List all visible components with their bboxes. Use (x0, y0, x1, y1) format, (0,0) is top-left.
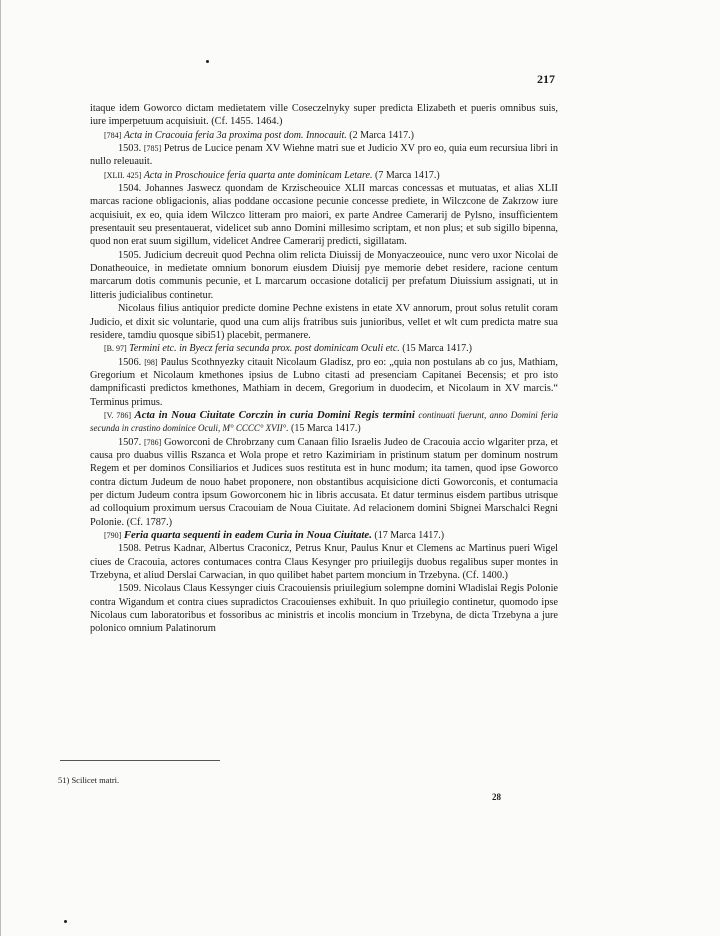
margin-ref: [98] (144, 357, 158, 367)
footnote: 51) Scilicet matri. (58, 775, 120, 785)
source-heading (90, 129, 558, 142)
entry-1505-continued: Nicolaus filius antiquior predicte domine Pechne existens in etate XV annorum, prout solus retulit coram Judicio, et dixit sic voluntarie, quod una cum alijs fratribus suis junioribus, vellet et wlt cum predicta matre sua residere, tamdiu quosque sibi51) placebit, permanere. (90, 303, 558, 341)
source-heading (90, 409, 558, 436)
main-text (90, 102, 558, 636)
source-heading (90, 169, 558, 182)
source-ref: [V. 786] (104, 410, 132, 420)
source-heading (90, 342, 558, 355)
entry-number: 1509. (118, 583, 142, 595)
source-title-bold: Acta in Noua Ciuitate Corczin in curia Domini Regis termini (134, 408, 415, 421)
source-ref: [784] (104, 130, 122, 140)
entry-1508 (90, 542, 558, 582)
source-ref: [XLII. 425] (104, 170, 142, 180)
continuation-paragraph: itaque idem Goworco dictam medietatem ville Coseczelnyky super predicta Elizabeth et pueris omnibus suis, iure imperpetuum acquisiuit. (Cf. 1455. 1464.) (90, 103, 558, 128)
scan-edge (0, 0, 1, 936)
source-date: (7 Marca 1417.) (375, 169, 440, 181)
entry-text: Nicolaus Claus Kessynger ciuis Cracouiensis priuilegium solempne domini Wladislai Regis Polonie contra Wigandum et contra ciues supradictos Cracouienses exhibuit. In quo priuilegio continetur, quomodo ipse Nicolaus cum laboratoribus et fossoribus ac ministris et incolis moncium in Trzebyna, de dicta Trzebyna a jure polonico omnium Palatinorum (90, 583, 559, 635)
entry-1507 (90, 436, 558, 529)
entry-1506 (90, 356, 558, 409)
source-text-small: continuati fuerunt, anno Domini feria secunda in crastino dominice Oculi, M° CCCC° XVII°. (90, 409, 558, 434)
source-date: (2 Marca 1417.) (349, 129, 414, 141)
entry-number: 1504. (118, 183, 142, 195)
page-number: 217 (537, 72, 555, 86)
entry-1503 (90, 142, 558, 169)
source-text: Acta in Cracouia feria 3a proxima post dom. Innocauit. (123, 129, 347, 141)
entry-number: 1505. (118, 249, 142, 261)
entry-text: Judicium decreuit quod Pechna olim relicta Diuissij de Monyaczeouice, nunc vero uxor Nicolai de Donatheouice, in medietate omnium bonorum eiusdem Diuisij pye memorie debet residere, racione centum marcarum dotis communis pecunie, et L marcarum occasione dotalicij per prefatum Diuissium assignati, ut in litteris judicialibus continetur. (90, 249, 558, 301)
source-title-bold: Feria quarta sequenti in eadem Curia in Noua Ciuitate. (123, 529, 372, 541)
source-date: (17 Marca 1417.) (374, 530, 445, 541)
entry-number: 1503. (118, 143, 142, 155)
entry-text: Johannes Jaswecz quondam de Krzischeouice XLII marcas concessas et mutuatas, et alias XLII marcas racione obligacionis, alias poddane occasione pecunie concesse prediete, in Wilczcone de Zakrzow iure acquisiuit, ex eo, quia idem Wilczco litteram pro maiori, ex parte Andree Camerarij de Pylsno, insufficientem presentauit seu presentauerat, videlicet sub anno Domini millesimo scriptam, et non plus; et sub sigillo bipenna, quod non erat suum sigillum, videlicet Andree Camerarij predicti, sigillatam. (90, 183, 558, 248)
source-ref: [B. 97] (104, 344, 127, 354)
entry-number: 1508. (118, 543, 142, 555)
source-heading (90, 529, 558, 542)
entry-text: Petrus de Lucice penam XV Wiehne matri sue et Judicio XV pro eo, quia eum recursiua libri in nullo releuauit. (90, 143, 559, 168)
entry-1509 (90, 582, 558, 635)
entry-number: 1506. (118, 356, 142, 368)
signature-mark: 28 (492, 792, 501, 802)
entry-number: 1507. (118, 436, 142, 448)
margin-ref: [785] (143, 144, 162, 154)
source-text: Termini etc. in Byecz feria secunda prox. post dominicam Oculi etc. (129, 343, 400, 355)
entry-text: Goworconi de Chrobrzany cum Canaan filio Israelis Judeo de Cracouia accio wlgariter przа, et causa pro duabus villis Rszanca et Wola prope et retro Kazimiriam in pristinum statum per dominum nostrum Regem et per dominos Consiliarios et Judices suos restituta est in hunc modum; ita tamen, quod ipse Goworco contra dictum Judeum de nouo habet proponere, non obstantibus acquisicione dicti Goworconis, et contumacia per dictum Judeum contra ipsum Goworconem hic in libris accusata. Et datur terminus eisdem partibus utrisque ad colloquium proximum uersus Cracouiam de Noua Ciuitate. Ad relacionem domini Sbignei Marschalci Regni Polonie. (Cf. 1787.) (90, 436, 559, 528)
source-date: (15 Marca 1417.) (402, 343, 472, 355)
source-date: (15 Marca 1417.) (291, 423, 361, 435)
entry-text: Paulus Scothnyezky citauit Nicolaum Gladisz, pro eo: „quia non postulans ab co jus, Mathiam, Gregorium et Nicolaum kmethones ipsius de Lubno citasti ad presenciam Capitanei Becensis; et pro isto dampnificasti predictos kmethones, Mathiam in decem, Gregorium in duodecim, et Nicolaum in XV marcis.“ Terminus primus. (90, 356, 559, 408)
source-text: Acta in Proschouice feria quarta ante dominicam Letare. (143, 169, 373, 181)
entry-1504 (90, 182, 558, 249)
scan-speck (206, 60, 209, 63)
entry-text: Petrus Kadnar, Albertus Craconicz, Petrus Knur, Paulus Knur et Clemens ac Martinus pueri Wigel ciues de Cracouia, actores contumaces contra Claus Kesynger pro priuilegijs duobus regalibus super montes in Trzebyna, et aliud Derslai Carwacian, in quo quilibet habet partem moncium in Trzebyna. (Cf. 1400.) (90, 543, 558, 582)
entry-1505 (90, 249, 558, 302)
margin-ref: [786] (143, 437, 162, 447)
source-ref: [790] (104, 531, 122, 540)
scan-speck (64, 920, 67, 923)
footnote-divider (60, 760, 220, 761)
